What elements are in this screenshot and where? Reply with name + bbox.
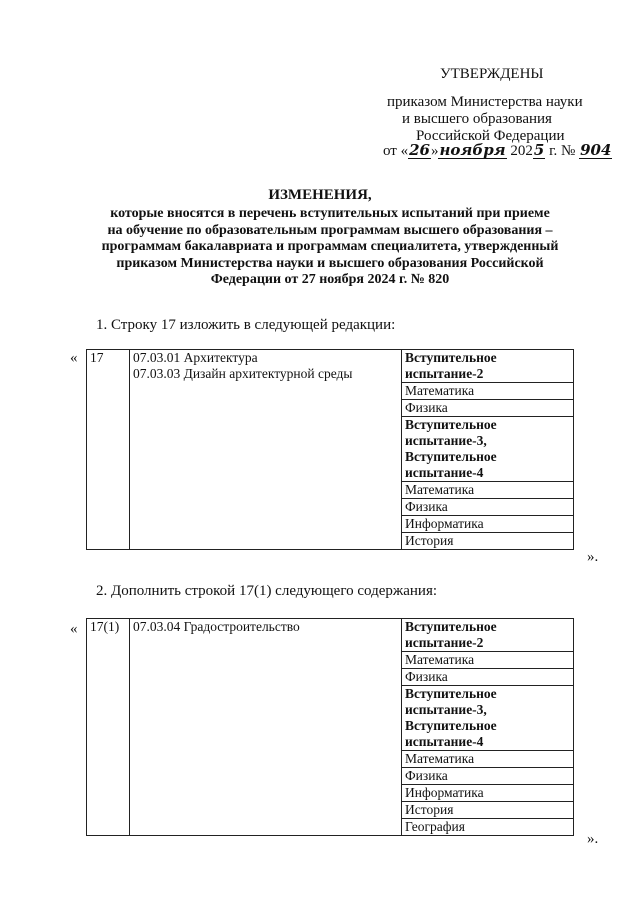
specialty-cell <box>130 350 402 550</box>
subtitle-line: которые вносятся в перечень вступительных испытаний при приеме <box>110 206 550 221</box>
approval-line-2: и высшего образования <box>402 111 552 127</box>
subject-cell: Физика <box>402 768 574 785</box>
specialty-cell <box>130 619 402 836</box>
document-title: ИЗМЕНЕНИЯ, <box>268 187 372 203</box>
item-1-text: 1. Строку 17 изложить в следующей редакции: <box>96 317 396 333</box>
handwritten-order-number: 904 <box>580 141 612 159</box>
document-subtitle <box>60 206 600 289</box>
approval-line-3: Российской Федерации <box>416 128 565 144</box>
subtitle-line: приказом Министерства науки и высшего образования Российской <box>116 255 544 271</box>
order-number-label: г. № <box>549 143 576 159</box>
item-2-open-quote: « <box>70 621 78 637</box>
row-number: 17(1) <box>87 619 130 836</box>
item-2-close-quote: ». <box>587 831 599 847</box>
handwritten-month: ноября <box>439 141 506 159</box>
subject-cell: История <box>402 802 574 819</box>
subject-cell: География <box>402 819 574 836</box>
approval-date-line <box>383 143 612 160</box>
subject-cell: Информатика <box>402 516 574 533</box>
date-quote-close: » <box>430 143 439 159</box>
date-prefix: от « <box>383 143 409 159</box>
row-number: 17 <box>87 350 130 550</box>
approved-heading: УТВЕРЖДЕНЫ <box>440 66 544 82</box>
item-1-table <box>86 349 574 550</box>
subject-cell: История <box>402 533 574 550</box>
handwritten-day: 26 <box>409 141 430 159</box>
subject-cell: Математика <box>402 652 574 669</box>
subject-cell: Физика <box>402 400 574 417</box>
subject-cell: Физика <box>402 669 574 686</box>
item-1-open-quote: « <box>70 350 78 366</box>
exam-group-header: Вступительное испытание-3, Вступительное испытание-4 <box>402 686 574 751</box>
exam-group-header: Вступительное испытание-3, Вступительное испытание-4 <box>402 417 574 482</box>
subtitle-line: на обучение по образовательным программам высшего образования – <box>107 222 553 238</box>
subject-cell: Математика <box>402 482 574 499</box>
subject-cell: Информатика <box>402 785 574 802</box>
specialty-code: 07.03.03 Дизайн архитектурной среды <box>133 366 353 381</box>
subject-cell: Математика <box>402 383 574 400</box>
approval-line-1: приказом Министерства науки <box>387 94 583 110</box>
item-2-text: 2. Дополнить строкой 17(1) следующего содержания: <box>96 583 438 599</box>
subject-cell: Физика <box>402 499 574 516</box>
subtitle-line: Федерации от 27 ноября 2024 г. № 820 <box>210 272 450 288</box>
item-2-table <box>86 618 574 836</box>
specialty-code: 07.03.04 Градостроительство <box>133 619 300 634</box>
subtitle-line: программам бакалавриата и программам специалитета, утвержденный <box>101 239 559 255</box>
exam-group-header: Вступительное испытание-2 <box>402 350 574 383</box>
specialty-code: 07.03.01 Архитектура <box>133 350 258 365</box>
subject-cell: Математика <box>402 751 574 768</box>
handwritten-year-digit: 5 <box>533 141 545 159</box>
year-prefix: 202 <box>510 143 533 159</box>
exam-group-header: Вступительное испытание-2 <box>402 619 574 652</box>
item-1-close-quote: ». <box>587 549 599 565</box>
